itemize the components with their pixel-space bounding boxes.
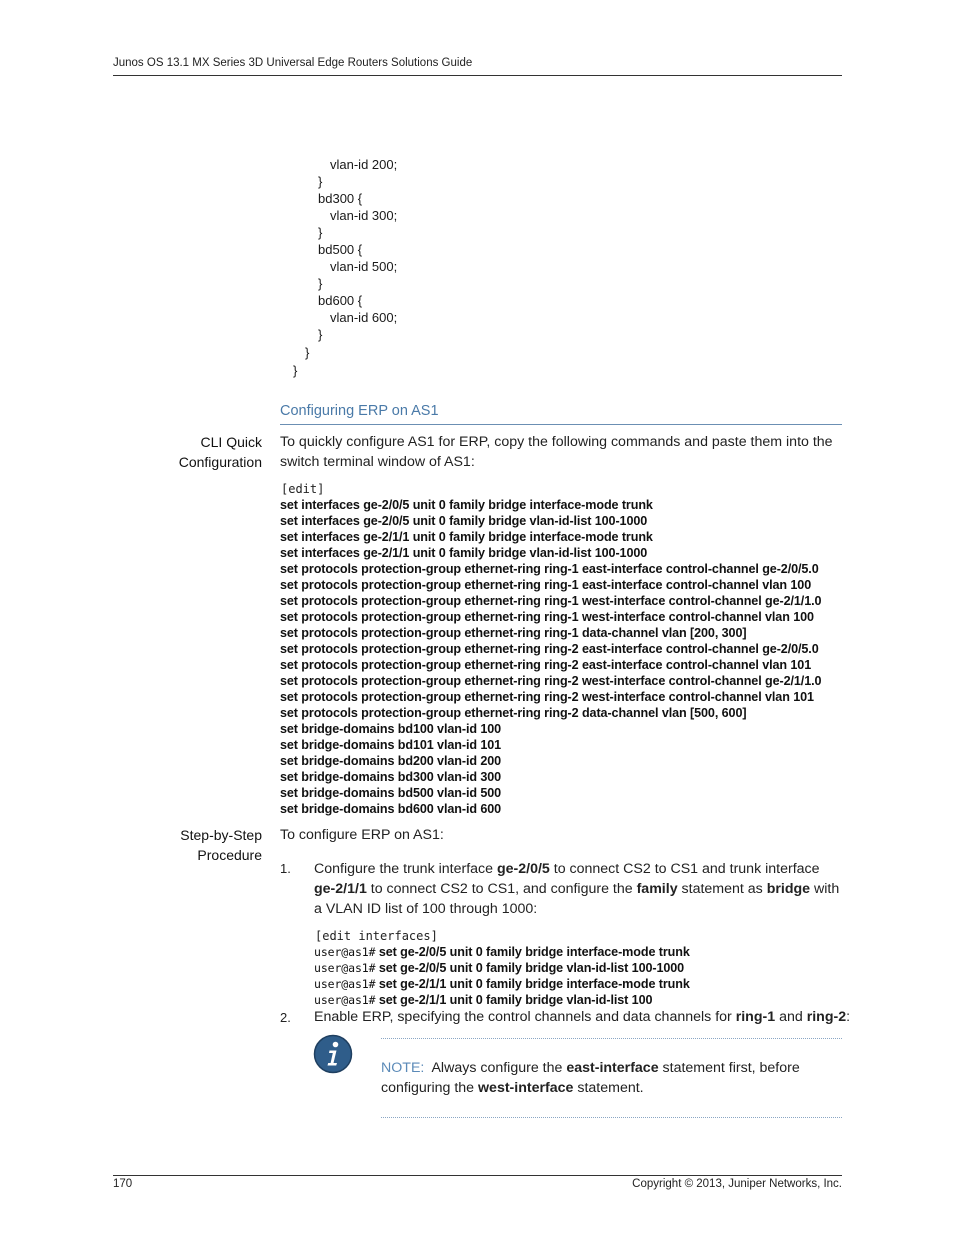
cli-command: set protocols protection-group ethernet-ring ring-2 west-interface control-channel ge-2/1/1.0 [280, 674, 822, 688]
edit-interfaces-prompt: [edit interfaces] [315, 929, 438, 943]
step-command: user@as1# set ge-2/1/1 unit 0 family bridge vlan-id-list 100 [314, 993, 653, 1007]
config-line: vlan-id 600; [330, 310, 398, 325]
config-line: } [318, 225, 323, 240]
step-command: user@as1# set ge-2/0/5 unit 0 family bridge vlan-id-list 100-1000 [314, 961, 685, 975]
config-line: vlan-id 500; [330, 259, 398, 274]
note-line: NOTE: Always configure the east-interface statement first, before [381, 1060, 800, 1076]
config-line: } [305, 345, 310, 360]
config-line: vlan-id 300; [330, 208, 398, 223]
cli-command: set interfaces ge-2/0/5 unit 0 family bridge vlan-id-list 100-1000 [280, 514, 648, 528]
cli-command: set bridge-domains bd200 vlan-id 200 [280, 754, 502, 768]
cli-command: set protocols protection-group ethernet-ring ring-2 east-interface control-channel vlan 101 [280, 658, 812, 672]
cli-quick-intro [280, 432, 833, 472]
cli-command: set protocols protection-group ethernet-ring ring-1 west-interface control-channel ge-2/1/1.0 [280, 594, 822, 608]
config-line: bd500 { [318, 242, 363, 257]
config-line: } [318, 174, 323, 189]
config-line: vlan-id 200; [330, 157, 398, 172]
info-icon [313, 1034, 353, 1074]
cli-command: set bridge-domains bd600 vlan-id 600 [280, 802, 502, 816]
shell-prompt: user@as1# [314, 945, 376, 959]
header-rule [113, 75, 842, 76]
cli-command: set interfaces ge-2/1/1 unit 0 family bridge interface-mode trunk [280, 530, 653, 544]
footer-rule [113, 1175, 842, 1176]
config-line: bd300 { [318, 191, 363, 206]
config-line: } [318, 276, 323, 291]
statement-name: family [636, 881, 678, 897]
shell-prompt: user@as1# [314, 977, 376, 991]
step-command: user@as1# set ge-2/1/1 unit 0 family bridge interface-mode trunk [314, 977, 690, 991]
statement-name: east-interface [566, 1060, 659, 1076]
cli-quick-label-line: CLI Quick [200, 434, 262, 450]
ring-name: ring-2 [806, 1009, 847, 1025]
note-label: NOTE: [381, 1060, 425, 1076]
cli-command: set protocols protection-group ethernet-ring ring-1 west-interface control-channel vlan 100 [280, 610, 814, 624]
step-2-number: 2. [280, 1010, 291, 1025]
cli-command: set bridge-domains bd100 vlan-id 100 [280, 722, 502, 736]
step-command: user@as1# set ge-2/0/5 unit 0 family bridge interface-mode trunk [314, 945, 690, 959]
step-label-line: Procedure [197, 847, 262, 863]
shell-prompt: user@as1# [314, 993, 376, 1007]
copyright: Copyright © 2013, Juniper Networks, Inc. [632, 1178, 842, 1190]
step-by-step-label [180, 825, 262, 865]
section-rule [280, 424, 842, 425]
config-line: } [318, 327, 323, 342]
note-line: configuring the west-interface statement. [381, 1080, 644, 1096]
step-1-number: 1. [280, 861, 291, 876]
cli-command: set protocols protection-group ethernet-ring ring-2 east-interface control-channel ge-2/0/5.0 [280, 642, 819, 656]
cli-command: set bridge-domains bd500 vlan-id 500 [280, 786, 502, 800]
intro-line: To quickly configure AS1 for ERP, copy the following commands and paste them into the [280, 434, 833, 450]
interface-name: ge-2/0/5 [496, 861, 550, 877]
edit-prompt: [edit] [281, 482, 325, 496]
step-1-line: ge-2/1/1 to connect CS2 to CS1, and configure the family statement as bridge with [314, 881, 840, 897]
note-rule-top [381, 1038, 842, 1039]
intro-line: switch terminal window of AS1: [280, 454, 475, 470]
cli-command: set protocols protection-group ethernet-ring ring-2 west-interface control-channel vlan 101 [280, 690, 814, 704]
page-number: 170 [113, 1178, 133, 1190]
cli-command: set protocols protection-group ethernet-ring ring-1 east-interface control-channel ge-2/0/5.0 [280, 562, 819, 576]
ring-name: ring-1 [735, 1009, 776, 1025]
cli-command: set protocols protection-group ethernet-ring ring-1 data-channel vlan [200, 300] [280, 626, 747, 640]
statement-value: bridge [766, 881, 811, 897]
cli-command: set bridge-domains bd300 vlan-id 300 [280, 770, 502, 784]
cli-command: set interfaces ge-2/0/5 unit 0 family bridge interface-mode trunk [280, 498, 653, 512]
step-2-text: Enable ERP, specifying the control channels and data channels for ring-1 and ring-2: [314, 1009, 851, 1025]
step-1-line: Configure the trunk interface ge-2/0/5 to connect CS2 to CS1 and trunk interface [314, 861, 820, 877]
statement-name: west-interface [478, 1080, 574, 1096]
shell-prompt: user@as1# [314, 961, 376, 975]
note-text [381, 1058, 800, 1098]
note-rule-bottom [381, 1117, 842, 1118]
step-1-text [314, 859, 839, 919]
interface-name: ge-2/1/1 [314, 881, 367, 897]
step-1-line: a VLAN ID list of 100 through 1000: [314, 901, 538, 917]
config-line: bd600 { [318, 293, 363, 308]
cli-quick-label-line: Configuration [178, 454, 262, 470]
cli-command: set protocols protection-group ethernet-ring ring-2 data-channel vlan [500, 600] [280, 706, 747, 720]
config-line: } [293, 363, 298, 378]
running-header: Junos OS 13.1 MX Series 3D Universal Edge Routers Solutions Guide [113, 57, 473, 69]
step-intro: To configure ERP on AS1: [280, 827, 444, 843]
cli-command: set interfaces ge-2/1/1 unit 0 family bridge vlan-id-list 100-1000 [280, 546, 648, 560]
cli-command: set protocols protection-group ethernet-ring ring-1 east-interface control-channel vlan 100 [280, 578, 812, 592]
cli-command: set bridge-domains bd101 vlan-id 101 [280, 738, 502, 752]
step-label-line: Step-by-Step [180, 827, 262, 843]
cli-quick-label [179, 432, 262, 472]
section-title: Configuring ERP on AS1 [280, 403, 439, 419]
